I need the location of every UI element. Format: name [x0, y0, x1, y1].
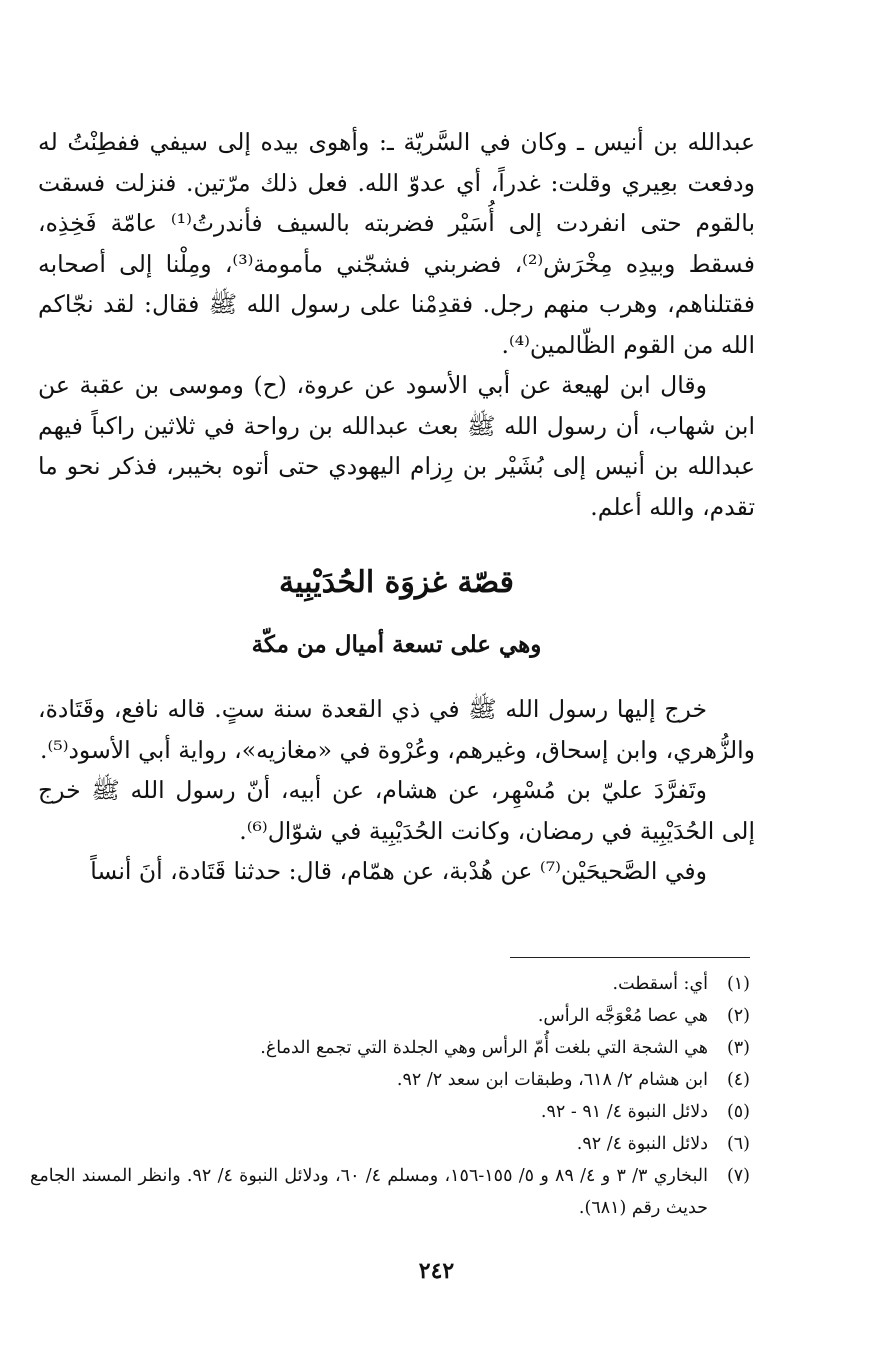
footnote-text: دلائل النبوة ٤/ ٩٢. [576, 1134, 708, 1154]
footnotes [30, 968, 750, 1224]
top-text [38, 122, 755, 527]
paragraph: وقال ابن لهيعة عن أبي الأسود عن عروة، (ح) وموسى بن عقبة عن ابن شهاب، أن رسول الله ﷺ بعث عبدالله بن رواحة في ثلاثين راكباً فيهم عبدالله بن أنيس إلى بُشَيْر بن رِزام اليهودي حتى أتوه بخيبر، فذكر نحو ما تقدم، والله أعلم. [38, 371, 755, 521]
footnote-text: هي عصا مُعْوَجَّه الرأس. [537, 1006, 708, 1026]
footnote-number: (٦) [726, 1134, 750, 1154]
footnote-number: (٢) [726, 1006, 750, 1026]
footnote-number: (٧) [726, 1166, 750, 1186]
footnote-text: البخاري ٣/ ٣ و ٤/ ٨٩ و ٥/ ١٥٥-١٥٦، ومسلم ٤/ ٦٠، ودلائل النبوة ٤/ ٩٢. وانظر المسند الجامع حديث رقم (٦٨١). [30, 1166, 708, 1218]
section-heading: قصّة غزوَة الحُدَيْبِية [279, 565, 514, 600]
footnote-text: هي الشجة التي بلغت أُمّ الرأس وهي الجلدة التي تجمع الدماغ. [260, 1038, 708, 1058]
paragraph: خرج إليها رسول الله ﷺ في ذي القعدة سنة ستٍ. قاله نافع، وقَتَادة، والزُّهري، وابن إسحاق، وغيرهم، وعُرْوة في «مغازيه»، رواية أبي الأسود⁽⁵⁾. [38, 695, 755, 764]
footnote [30, 1064, 750, 1096]
footnote [30, 1096, 750, 1128]
paragraph: عبدالله بن أنيس ـ وكان في السَّريّة ـ: وأهوى بيده إلى سيفي ففطِنْتُ له ودفعت بعِيري وقلت: غدراً، أي عدوّ الله. فعل ذلك مرّتين. فنزلت فسقت بالقوم حتى انفردت إلى أُسَيْر فضربته بالسيف فأندرتُ⁽¹⁾ عامّة فَخِذِه، فسقط وبيدِه مِخْرَش⁽²⁾، فضربني فشجّني مأمومة⁽³⁾، ومِلْنا إلى أصحابه فقتلناهم، وهرب منهم رجل. فقدِمْنا على رسول الله ﷺ فقال: لقد نجّاكم الله من القوم الظّالمين⁽⁴⁾. [38, 128, 755, 359]
footnote-number: (١) [726, 974, 750, 994]
page-number: ٢٤٢ [418, 1258, 455, 1284]
footnote [30, 1160, 750, 1224]
footnote-number: (٤) [726, 1070, 750, 1090]
footnote [30, 1000, 750, 1032]
footnote-text: أي: أسقطت. [612, 974, 708, 994]
footnote-divider [510, 957, 750, 958]
footnote-text: ابن هشام ٢/ ٦١٨، وطبقات ابن سعد ٢/ ٩٢. [396, 1070, 708, 1090]
footnote-number: (٥) [726, 1102, 750, 1122]
paragraph: وتَفرَّدَ عليّ بن مُسْهِر، عن هشام، عن أبيه، أنّ رسول الله ﷺ خرج إلى الحُدَيْبِية في رمضان، وكانت الحُدَيْبِية في شوّال⁽⁶⁾. [38, 776, 755, 845]
page-body [38, 122, 755, 892]
footnote-text: دلائل النبوة ٤/ ٩١ - ٩٢. [540, 1102, 708, 1122]
footnote-number: (٣) [726, 1038, 750, 1058]
footnote [30, 968, 750, 1000]
bottom-text [38, 689, 755, 892]
paragraph: وفي الصَّحيحَيْن⁽⁷⁾ عن هُدْبة، عن همّام، قال: حدثنا قَتَادة، أنَ أنساً [90, 857, 707, 885]
footnote [30, 1032, 750, 1064]
footnote [30, 1128, 750, 1160]
section-subheading: وهي على تسعة أميال من مكّة [251, 631, 542, 658]
